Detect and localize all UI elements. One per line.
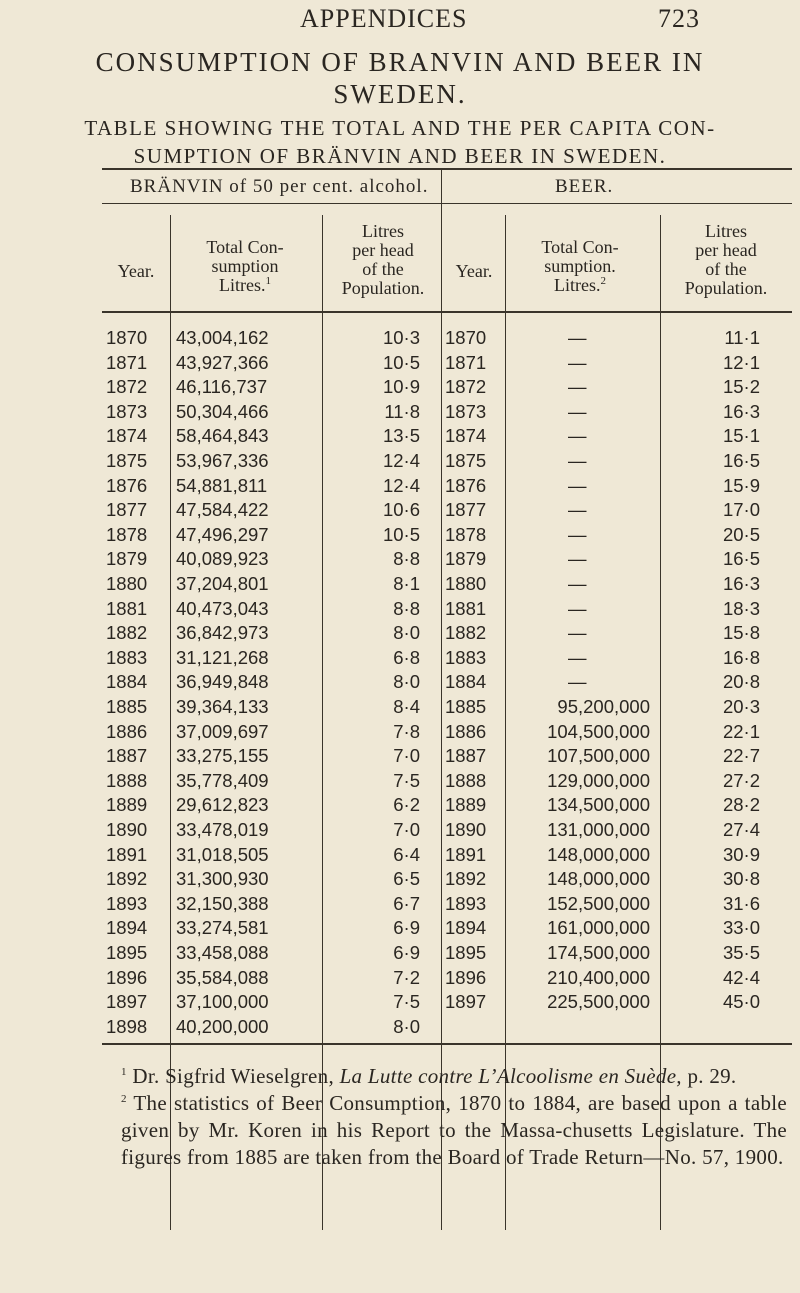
cell-bper: 15·1 <box>722 425 760 447</box>
cell-year: 1870 <box>106 327 148 348</box>
caption-line-2: SUMPTION OF BRÄNVIN AND BEER IN SWEDEN. <box>133 144 667 168</box>
cell-per: 11·8 <box>384 400 420 422</box>
table-caption <box>0 114 800 170</box>
cell-year: 1876 <box>106 474 148 496</box>
cell-btotal: — <box>568 425 587 447</box>
cell-total: 43,004,162 <box>176 327 269 348</box>
table-row <box>0 892 800 915</box>
cell-btotal: — <box>568 351 587 373</box>
cell-per: 6·5 <box>393 868 420 890</box>
cell-per: 10·5 <box>382 523 420 545</box>
cell-btotal: 161,000,000 <box>547 917 650 939</box>
cell-byear: 1882 <box>445 622 487 644</box>
header-line: of the <box>705 259 747 279</box>
footnote-mark-2: 2 <box>600 275 606 287</box>
cell-total: 31,018,505 <box>176 843 269 865</box>
cell-bper: 12·1 <box>722 351 760 373</box>
cell-year: 1889 <box>106 794 148 816</box>
table-row <box>0 941 800 964</box>
cell-per: 8·4 <box>393 696 420 717</box>
cell-bper: 16·5 <box>722 450 760 471</box>
table-row <box>0 523 800 546</box>
table-row <box>0 793 800 816</box>
cell-year: 1893 <box>106 892 148 914</box>
cell-per: 7·0 <box>393 745 420 767</box>
table-row <box>0 695 800 718</box>
branvin-section-heading: BRÄNVIN of 50 per cent. alcohol. <box>130 176 429 197</box>
footnote-2-text: The statistics of Beer Consumption, 1870 to 1884, are based upon a table given by Mr. Koren in his Report to the Massa-chusetts Legislature. The figures from 1885 are taken from the Board of Trade Return—No. 57, 1900. <box>121 1091 787 1169</box>
cell-year: 1875 <box>106 450 148 471</box>
cell-total: 35,778,409 <box>176 769 269 791</box>
cell-per: 10·9 <box>382 376 420 398</box>
cell-bper: 22·1 <box>722 720 760 742</box>
heading-line-2: SWEDEN. <box>333 79 467 109</box>
cell-total: 35,584,088 <box>176 966 269 988</box>
cell-year: 1879 <box>106 548 148 570</box>
cell-btotal: 131,000,000 <box>547 819 650 840</box>
cell-total: 33,275,155 <box>176 745 269 767</box>
cell-per: 7·0 <box>393 819 420 840</box>
cell-bper: 11·1 <box>724 327 760 348</box>
cell-total: 29,612,823 <box>176 794 269 816</box>
cell-year: 1888 <box>106 769 148 791</box>
cell-per: 6·2 <box>393 794 420 816</box>
cell-per: 13·5 <box>382 425 420 447</box>
cell-year: 1894 <box>106 917 148 939</box>
cell-bper: 27·2 <box>722 769 760 791</box>
cell-per: 8·8 <box>393 548 420 570</box>
cell-btotal: — <box>568 376 587 398</box>
cell-byear: 1895 <box>445 942 487 963</box>
cell-byear: 1871 <box>445 351 487 373</box>
cell-btotal: 95,200,000 <box>557 696 650 717</box>
page-number: 723 <box>658 4 700 33</box>
cell-per: 7·8 <box>393 720 420 742</box>
table-row <box>0 424 800 447</box>
cell-total: 40,200,000 <box>176 1015 269 1037</box>
col-header-total-branvin <box>170 238 320 295</box>
col-header-year: Year. <box>117 261 155 281</box>
table-row <box>0 572 800 595</box>
header-line: Total Con- <box>206 237 284 257</box>
cell-year: 1890 <box>106 819 148 840</box>
cell-per: 8·0 <box>393 671 420 693</box>
cell-btotal: — <box>568 597 587 619</box>
cell-bper: 16·8 <box>722 646 760 668</box>
cell-byear: 1894 <box>445 917 487 939</box>
cell-bper: 22·7 <box>722 745 760 767</box>
cell-btotal: 152,500,000 <box>547 892 650 914</box>
cell-bper: 20·3 <box>722 696 760 717</box>
table-row <box>0 351 800 374</box>
header-line: Litres <box>705 221 747 241</box>
cell-byear: 1872 <box>445 376 487 398</box>
table-row <box>0 498 800 521</box>
footnote-1-author: Dr. Sigfrid Wieselgren, <box>132 1064 335 1088</box>
cell-year: 1882 <box>106 622 148 644</box>
table-row <box>0 720 800 743</box>
cell-year: 1877 <box>106 499 148 521</box>
header-text: Litres. <box>219 275 266 295</box>
cell-per: 12·4 <box>382 450 420 471</box>
cell-bper: 33·0 <box>722 917 760 939</box>
cell-byear: 1892 <box>445 868 487 890</box>
cell-year: 1878 <box>106 523 148 545</box>
header-line: Population. <box>341 278 425 298</box>
cell-total: 40,473,043 <box>176 597 269 619</box>
cell-year: 1881 <box>106 597 148 619</box>
cell-btotal: 129,000,000 <box>547 769 650 791</box>
cell-byear: 1875 <box>445 450 487 471</box>
cell-btotal: 107,500,000 <box>547 745 650 767</box>
cell-total: 46,116,737 <box>176 376 268 398</box>
cell-total: 31,121,268 <box>176 646 269 668</box>
cell-bper: 30·9 <box>722 843 760 865</box>
cell-bper: 42·4 <box>722 966 760 988</box>
cell-year: 1892 <box>106 868 148 890</box>
cell-btotal: 210,400,000 <box>547 966 650 988</box>
cell-byear: 1879 <box>445 548 487 570</box>
cell-total: 54,881,811 <box>176 474 268 496</box>
cell-byear: 1896 <box>445 966 487 988</box>
cell-per: 8·8 <box>393 597 420 619</box>
cell-btotal: — <box>568 523 587 545</box>
cell-per: 6·9 <box>393 942 420 963</box>
cell-byear: 1885 <box>445 696 487 717</box>
table-bottom-rule <box>102 1043 792 1045</box>
table-row <box>0 916 800 939</box>
cell-byear: 1874 <box>445 425 487 447</box>
footnote-1-mark: 1 <box>121 1066 127 1078</box>
cell-bper: 45·0 <box>722 991 760 1013</box>
cell-total: 33,478,019 <box>176 819 269 840</box>
cell-byear: 1897 <box>445 991 487 1013</box>
cell-btotal: 134,500,000 <box>547 794 650 816</box>
cell-btotal: 148,000,000 <box>547 843 650 865</box>
cell-per: 7·5 <box>393 769 420 791</box>
cell-bper: 15·8 <box>722 622 760 644</box>
table-row <box>0 843 800 866</box>
cell-bper: 15·2 <box>722 376 760 398</box>
cell-btotal: — <box>568 499 587 521</box>
cell-total: 36,949,848 <box>176 671 269 693</box>
table-row <box>0 474 800 497</box>
cell-bper: 16·3 <box>722 573 760 594</box>
cell-per: 10·3 <box>382 327 420 348</box>
footnote-1 <box>107 1063 787 1090</box>
cell-total: 50,304,466 <box>176 400 269 422</box>
cell-total: 31,300,930 <box>176 868 269 890</box>
table-row <box>0 375 800 398</box>
header-line: of the <box>362 259 404 279</box>
cell-bper: 16·5 <box>722 548 760 570</box>
cell-year: 1883 <box>106 646 148 668</box>
cell-btotal: — <box>568 450 587 471</box>
cell-byear: 1877 <box>445 499 487 521</box>
footnote-1-page: p. 29. <box>687 1064 737 1088</box>
cell-year: 1896 <box>106 966 148 988</box>
cell-byear: 1881 <box>445 597 487 619</box>
cell-total: 37,204,801 <box>176 573 269 594</box>
cell-btotal: — <box>568 474 587 496</box>
header-line <box>505 276 655 295</box>
cell-btotal: — <box>568 327 587 348</box>
heading-line-1: CONSUMPTION OF BRANVIN AND BEER IN <box>95 47 705 77</box>
page-heading <box>0 46 800 110</box>
cell-byear: 1873 <box>445 400 487 422</box>
col-header-per-head-branvin <box>322 222 444 298</box>
cell-byear: 1883 <box>445 646 487 668</box>
cell-total: 39,364,133 <box>176 696 269 717</box>
header-line: Total Con- <box>541 237 619 257</box>
cell-per: 10·6 <box>382 499 420 521</box>
table-row <box>0 744 800 767</box>
header-line: per head <box>695 240 757 260</box>
cell-bper: 16·3 <box>722 400 760 422</box>
cell-bper: 30·8 <box>722 868 760 890</box>
cell-btotal: — <box>568 646 587 668</box>
cell-per: 7·5 <box>393 991 420 1013</box>
col-header-per-head-beer <box>660 222 792 298</box>
cell-bper: 20·8 <box>722 671 760 693</box>
cell-total: 47,584,422 <box>176 499 269 521</box>
cell-btotal: 148,000,000 <box>547 868 650 890</box>
cell-per: 10·5 <box>382 351 420 373</box>
cell-byear: 1878 <box>445 523 487 545</box>
cell-per: 6·7 <box>393 892 420 914</box>
table-row <box>0 867 800 890</box>
cell-per: 6·9 <box>393 917 420 939</box>
cell-year: 1895 <box>106 942 148 963</box>
table-row <box>0 400 800 423</box>
cell-total: 33,458,088 <box>176 942 269 963</box>
cell-total: 32,150,388 <box>176 892 269 914</box>
table-row <box>0 769 800 792</box>
table-row <box>0 670 800 693</box>
cell-total: 37,009,697 <box>176 720 269 742</box>
header-text: Litres. <box>554 275 601 295</box>
table-top-rule <box>102 168 792 170</box>
header-line: Population. <box>684 278 768 298</box>
cell-bper: 31·6 <box>722 892 760 914</box>
cell-year: 1891 <box>106 843 148 865</box>
cell-btotal: — <box>568 400 587 422</box>
cell-total: 43,927,366 <box>176 351 269 373</box>
cell-byear: 1880 <box>445 573 487 594</box>
cell-year: 1898 <box>106 1015 148 1037</box>
cell-per: 7·2 <box>393 966 420 988</box>
cell-total: 33,274,581 <box>176 917 269 939</box>
cell-per: 12·4 <box>382 474 420 496</box>
cell-bper: 35·5 <box>722 942 760 963</box>
cell-per: 8·0 <box>393 1015 420 1037</box>
table-row <box>0 621 800 644</box>
table-row <box>0 597 800 620</box>
cell-bper: 20·5 <box>722 523 760 545</box>
col-header-year-beer: Year. <box>455 261 493 281</box>
cell-btotal: 225,500,000 <box>547 991 650 1013</box>
running-head-title: APPENDICES <box>300 4 468 33</box>
cell-year: 1885 <box>106 696 148 717</box>
footnotes <box>107 1063 787 1171</box>
cell-byear: 1870 <box>445 327 487 348</box>
cell-per: 8·0 <box>393 622 420 644</box>
col-header-total-beer <box>505 238 655 295</box>
cell-total: 37,100,000 <box>176 991 269 1013</box>
cell-year: 1887 <box>106 745 148 767</box>
cell-bper: 17·0 <box>722 499 760 521</box>
cell-year: 1897 <box>106 991 148 1013</box>
header-bottom-rule <box>102 311 792 313</box>
cell-byear: 1884 <box>445 671 487 693</box>
cell-bper: 28·2 <box>722 794 760 816</box>
caption-line-1: TABLE SHOWING THE TOTAL AND THE PER CAPITA CON- <box>84 116 716 140</box>
cell-total: 58,464,843 <box>176 425 269 447</box>
cell-byear: 1888 <box>445 769 487 791</box>
cell-year: 1884 <box>106 671 148 693</box>
table-row <box>0 1015 800 1038</box>
cell-byear: 1889 <box>445 794 487 816</box>
cell-bper: 15·9 <box>722 474 760 496</box>
table-row <box>0 547 800 570</box>
footnote-2-mark: 2 <box>121 1093 127 1105</box>
cell-btotal: — <box>568 671 587 693</box>
cell-byear: 1876 <box>445 474 487 496</box>
cell-per: 6·4 <box>393 843 420 865</box>
cell-year: 1886 <box>106 720 148 742</box>
cell-byear: 1887 <box>445 745 487 767</box>
cell-year: 1880 <box>106 573 148 594</box>
cell-total: 47,496,297 <box>176 523 269 545</box>
header-line: sumption <box>211 256 279 276</box>
cell-total: 53,967,336 <box>176 450 269 471</box>
footnote-mark-1: 1 <box>265 275 271 287</box>
cell-btotal: — <box>568 573 587 594</box>
cell-byear: 1893 <box>445 892 487 914</box>
section-rule <box>102 203 792 204</box>
cell-btotal: — <box>568 622 587 644</box>
cell-byear: 1886 <box>445 720 487 742</box>
cell-year: 1874 <box>106 425 148 447</box>
header-line: per head <box>352 240 414 260</box>
cell-year: 1872 <box>106 376 148 398</box>
footnote-1-title: La Lutte contre L’Alcoolisme en Suède, <box>339 1064 682 1088</box>
cell-btotal: — <box>568 548 587 570</box>
cell-total: 36,842,973 <box>176 622 269 644</box>
cell-byear: 1890 <box>445 819 487 840</box>
table-row <box>0 966 800 989</box>
header-line: Litres <box>362 221 404 241</box>
table-row <box>0 449 800 472</box>
table-row <box>0 646 800 669</box>
table-row <box>0 990 800 1013</box>
cell-bper: 18·3 <box>722 597 760 619</box>
table-row <box>0 326 800 349</box>
cell-btotal: 104,500,000 <box>547 720 650 742</box>
cell-per: 6·8 <box>393 646 420 668</box>
cell-bper: 27·4 <box>722 819 760 840</box>
cell-total: 40,089,923 <box>176 548 269 570</box>
footnote-2 <box>107 1090 787 1171</box>
header-line: sumption. <box>544 256 616 276</box>
cell-btotal: 174,500,000 <box>547 942 650 963</box>
cell-year: 1873 <box>106 400 148 422</box>
header-line <box>170 276 320 295</box>
beer-section-heading: BEER. <box>555 176 614 197</box>
cell-per: 8·1 <box>393 573 420 594</box>
cell-byear: 1891 <box>445 843 487 865</box>
table-row <box>0 818 800 841</box>
cell-year: 1871 <box>106 351 148 373</box>
